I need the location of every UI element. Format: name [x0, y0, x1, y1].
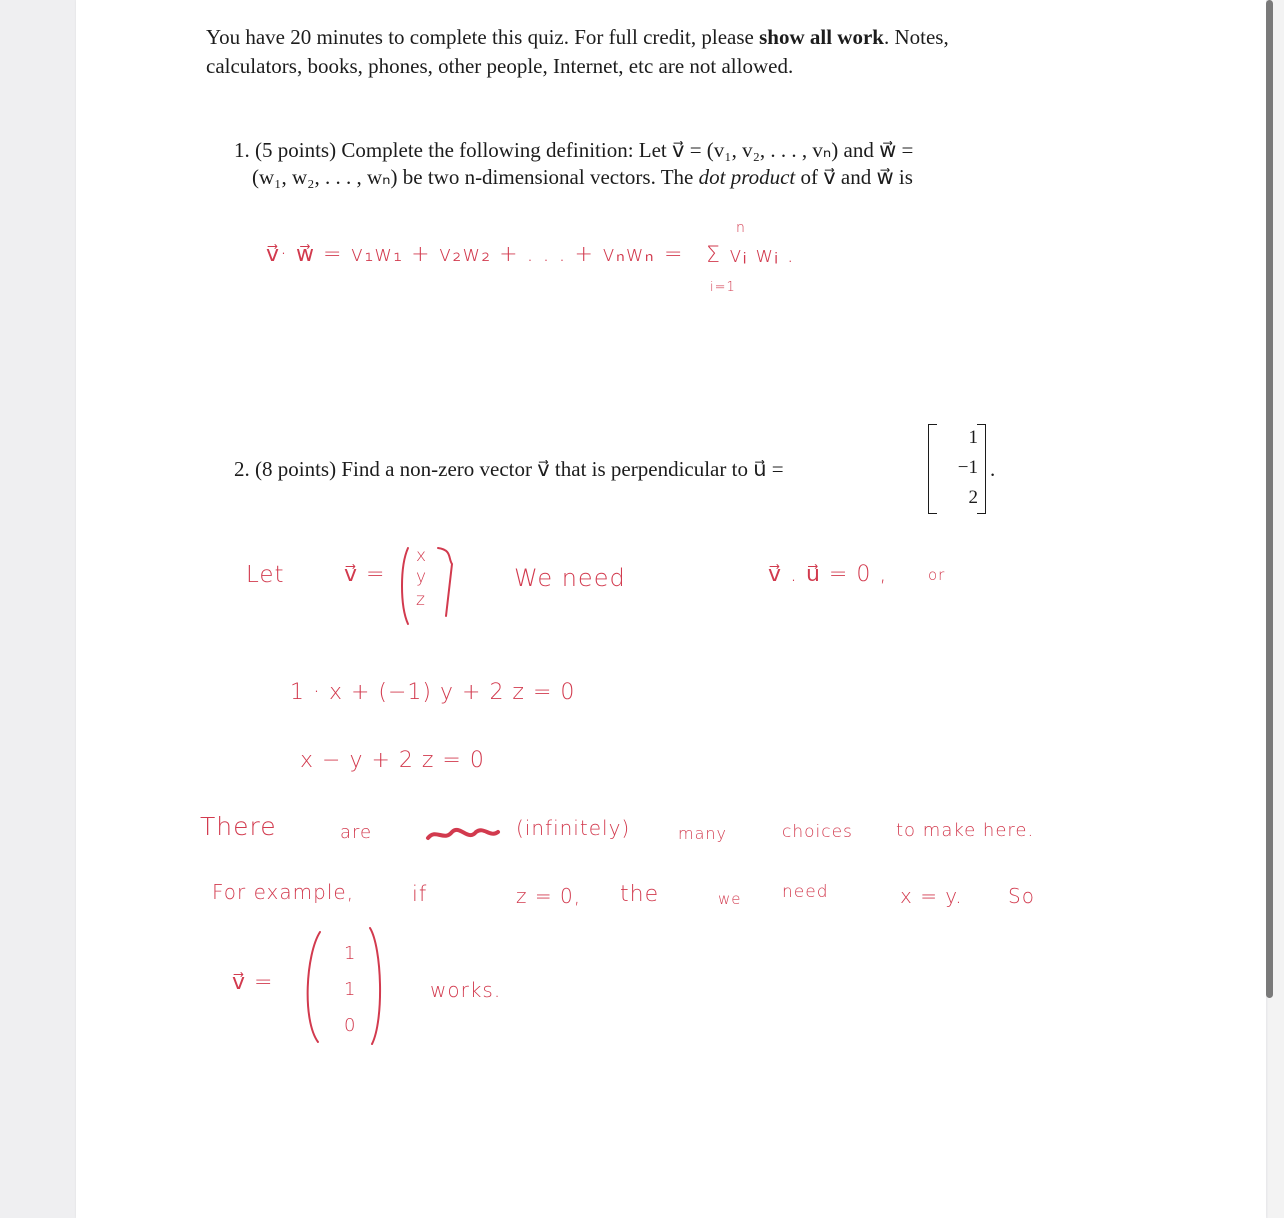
answer-2-vector-y: y: [416, 567, 428, 587]
answer-2-equation-2: x − y + 2 z = 0: [300, 748, 485, 773]
answer-2-need: need: [782, 882, 829, 902]
answer-1-equals: =: [664, 242, 684, 267]
question-1-line-1: 1. (5 points) Complete the following definition: Let v⃗ = (v₁, v₂, . . . , vₙ) and w⃗ =: [234, 138, 914, 162]
answer-2-then: the: [620, 882, 660, 907]
answer-2-scribble: [426, 822, 500, 846]
document-page: [76, 0, 1266, 1218]
answer-2-vector-z: z: [416, 590, 426, 610]
answer-2-dot-condition: v⃗ . u⃗ = 0 ,: [768, 562, 888, 587]
answer-2-equation-1: 1 · x + (−1) y + 2 z = 0: [290, 680, 576, 705]
answer-2-v-final-equals: v⃗ =: [232, 970, 274, 995]
answer-2-x-equals-y: x = y.: [900, 884, 963, 908]
question-2-period: .: [990, 457, 996, 481]
answer-2-or: or: [928, 566, 946, 584]
answer-1-expression: v⃗· w⃗ = v₁w₁ + v₂w₂ + . . . + vₙwₙ: [266, 242, 655, 267]
instructions-line-1: You have 20 minutes to complete this quiz. For full credit, please show all work. Notes,: [206, 25, 949, 49]
answer-2-we-need: We need: [514, 564, 626, 592]
answer-2-if: if: [412, 882, 428, 906]
answer-2-vector-brackets: [398, 544, 460, 628]
question-1-line-2: (w₁, w₂, . . . , wₙ) be two n-dimensional vectors. The dot product of v⃗ and w⃗ is: [252, 165, 913, 189]
vector-u-entry-3: 2: [968, 487, 978, 508]
question-2-text: 2. (8 points) Find a non-zero vector v⃗ that is perpendicular to u⃗ =: [234, 457, 784, 481]
instructions-line-2: calculators, books, phones, other people, Internet, etc are not allowed.: [206, 54, 794, 78]
matrix-right-bracket: [977, 424, 986, 514]
answer-2-let: Let: [246, 562, 285, 588]
answer-1-sum-upper: n: [736, 220, 746, 236]
answer-2-are: are: [340, 822, 373, 843]
vector-u-entry-1: 1: [968, 427, 978, 448]
answer-2-final-entry-3: 0: [344, 1015, 357, 1036]
answer-1-sum-lower: i=1: [710, 280, 736, 295]
answer-2-we: we: [718, 890, 742, 908]
answer-2-choices: choices: [782, 822, 853, 842]
answer-2-there: There: [200, 812, 277, 841]
answer-2-many: many: [678, 824, 727, 843]
answer-2-final-entry-2: 1: [344, 979, 357, 1000]
answer-2-vector-x: x: [416, 546, 428, 566]
answer-2-infinitely: (infinitely): [516, 816, 631, 840]
vector-u-entry-2: −1: [957, 457, 978, 478]
answer-2-v-equals: v⃗ =: [344, 562, 386, 587]
answer-1-sum: Σ vᵢ wᵢ .: [706, 243, 795, 268]
answer-2-to-make-here: to make here.: [896, 820, 1035, 841]
answer-2-works: works.: [430, 978, 502, 1002]
answer-2-so: So: [1008, 884, 1035, 908]
answer-2-for-example: For example,: [212, 880, 355, 904]
answer-2-z-zero: z = 0,: [516, 884, 582, 908]
answer-2-final-entry-1: 1: [344, 943, 357, 964]
scrollbar-thumb[interactable]: [1266, 0, 1273, 998]
vector-u: [928, 424, 986, 514]
